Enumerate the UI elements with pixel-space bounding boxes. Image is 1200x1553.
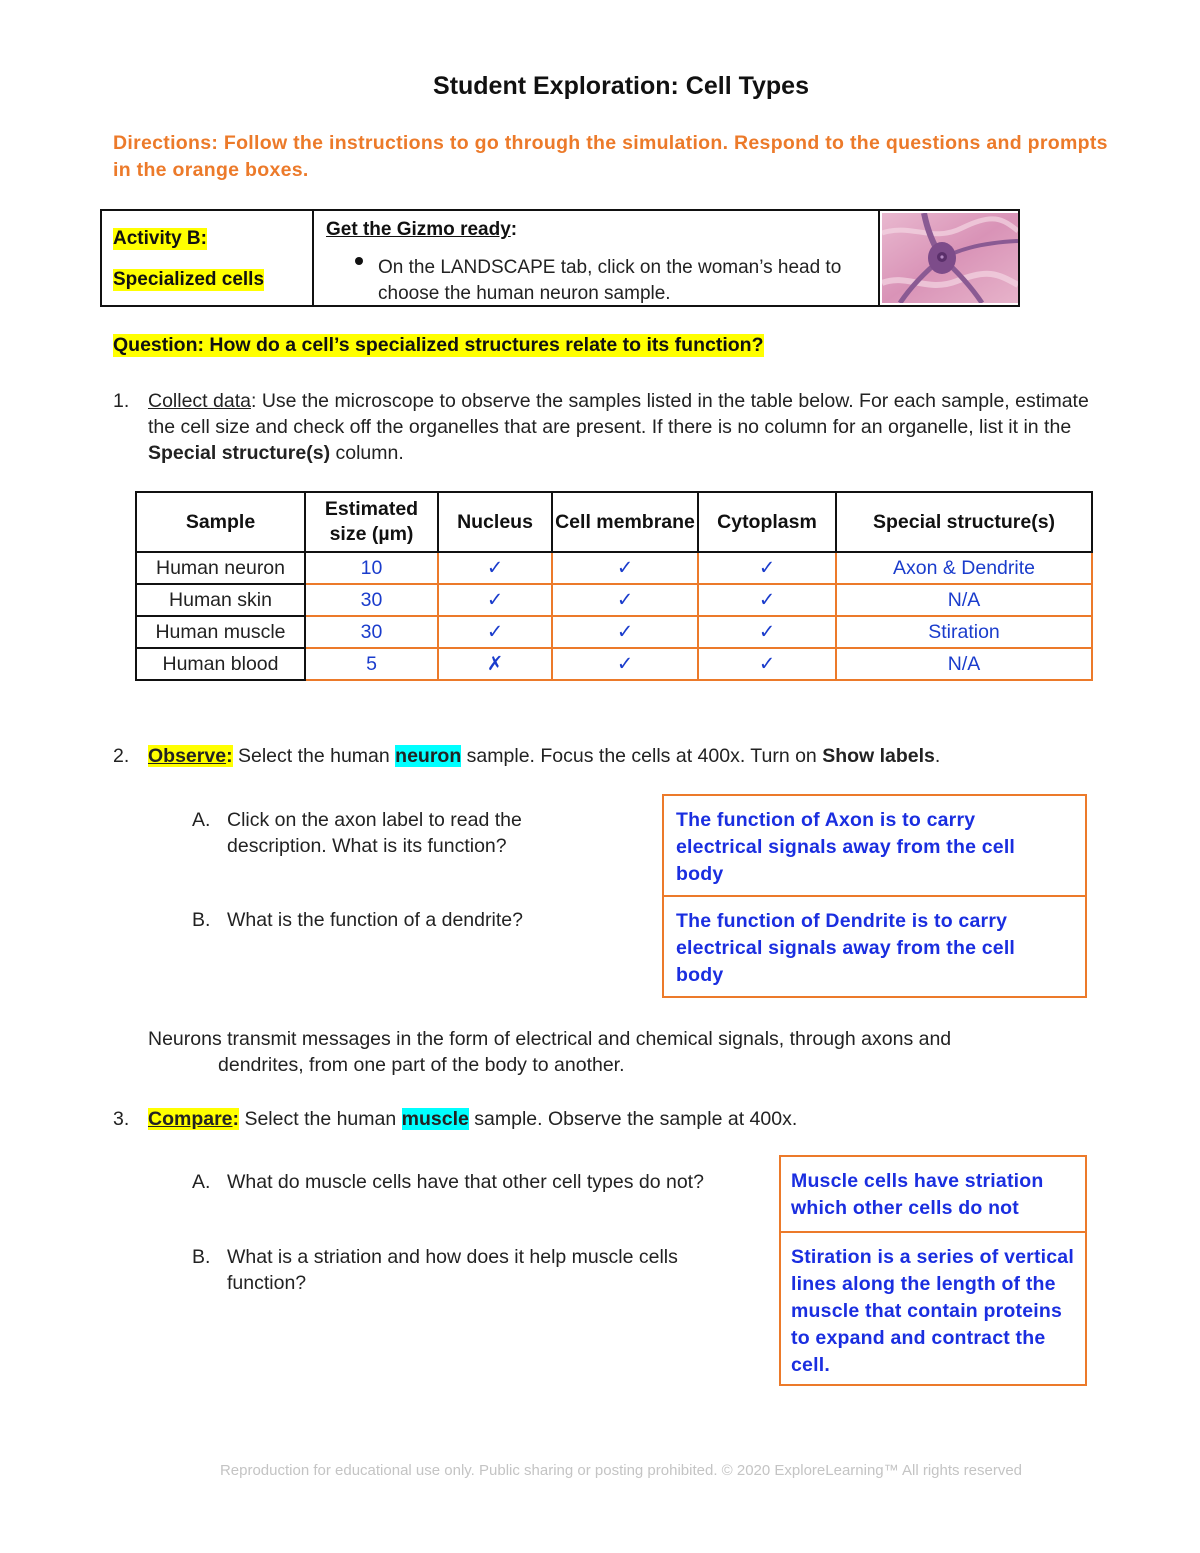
q3a-answer[interactable]: Muscle cells have striation which other cells do not [791, 1170, 1044, 1219]
gizmo-instruction: On the LANDSCAPE tab, click on the woman’s head to choose the human neuron sample. [378, 257, 842, 304]
check-cell: ✓ [438, 616, 552, 648]
q1-number: 1. [113, 390, 130, 412]
special-structure-cell: Axon & Dendrite [836, 552, 1092, 584]
copyright-footer: Reproduction for educational use only. Public sharing or posting prohibited. © 2020 ExploreLearning™ All rights reserved [219, 1462, 1023, 1479]
special-structure-cell: N/A [836, 648, 1092, 680]
q3-text: Compare: Select the human muscle sample. Observe the sample at 400x. [148, 1108, 798, 1130]
q2a-label: A. [192, 809, 211, 831]
check-cell: ✓ [698, 552, 836, 584]
size-cell: 5 [305, 648, 438, 680]
check-cell: ✓ [552, 648, 698, 680]
q2b-label: B. [192, 909, 211, 931]
q3b-answer[interactable]: Stiration is a series of vertical lines along the length of the muscle that contain proteins to expand and contract the cell. [791, 1246, 1074, 1376]
neuron-note-line-2: dendrites, from one part of the body to another. [218, 1054, 625, 1076]
cell-data-table [135, 491, 1093, 681]
sample-cell: Human neuron [136, 552, 305, 584]
q2b-text: What is the function of a dendrite? [227, 909, 523, 931]
neuron-image-cell [878, 211, 1018, 305]
check-cell: ✓ [438, 552, 552, 584]
table-row [136, 584, 1092, 616]
q2b-answer[interactable]: The function of Dendrite is to carry electrical signals away from the cell body [676, 910, 1016, 986]
header-special-structures: Special structure(s) [836, 492, 1092, 552]
q2a-text: Click on the axon label to read the description. What is its function? [227, 809, 522, 857]
q2-number: 2. [113, 745, 130, 767]
header-nucleus: Nucleus [438, 492, 552, 552]
q3b-text: What is a striation and how does it help muscle cells function? [227, 1246, 678, 1294]
q1-text: Collect data: Use the microscope to observe the samples listed in the table below. For each sample, estimate the cell size and check off the organelles that are present. If there is no column for an organelle, list it in the Special structure(s) column. [148, 390, 1089, 464]
neuron-note-line-1: Neurons transmit messages in the form of electrical and chemical signals, through axons and [148, 1028, 952, 1050]
q3a-text: What do muscle cells have that other cell types do not? [227, 1171, 704, 1193]
check-cell: ✓ [552, 552, 698, 584]
q3-answer-box[interactable] [779, 1155, 1087, 1386]
special-structure-cell: N/A [836, 584, 1092, 616]
answer-divider [781, 1231, 1085, 1233]
directions-text: Directions: Follow the instructions to go through the simulation. Respond to the questions and prompts in the orange boxes. [113, 132, 1108, 181]
check-cell: ✓ [698, 584, 836, 616]
q2-text: Observe: Select the human neuron sample. Focus the cells at 400x. Turn on Show labels. [148, 745, 941, 767]
bullet-icon [355, 257, 363, 265]
q2-answer-box[interactable] [662, 794, 1087, 998]
central-question: Question: How do a cell’s specialized structures relate to its function? [113, 334, 764, 356]
check-cell: ✓ [698, 616, 836, 648]
check-cell: ✓ [438, 584, 552, 616]
sample-cell: Human muscle [136, 616, 305, 648]
header-size: Estimated size (µm) [305, 492, 438, 552]
special-structure-cell: Stiration [836, 616, 1092, 648]
size-cell: 10 [305, 552, 438, 584]
header-cytoplasm: Cytoplasm [698, 492, 836, 552]
page-title: Student Exploration: Cell Types [433, 72, 809, 100]
table-row [136, 616, 1092, 648]
answer-divider [664, 895, 1085, 897]
check-cell: ✓ [552, 584, 698, 616]
q3-number: 3. [113, 1108, 130, 1130]
gizmo-ready-heading: Get the Gizmo ready: [326, 219, 518, 240]
cross-cell: ✗ [438, 648, 552, 680]
header-cell-membrane: Cell membrane [552, 492, 698, 552]
activity-label-cell [102, 211, 314, 305]
check-cell: ✓ [698, 648, 836, 680]
sample-cell: Human skin [136, 584, 305, 616]
activity-label: Activity B: [113, 228, 207, 249]
q3b-label: B. [192, 1246, 211, 1268]
check-cell: ✓ [552, 616, 698, 648]
size-cell: 30 [305, 616, 438, 648]
q2a-answer[interactable]: The function of Axon is to carry electrical signals away from the cell body [676, 809, 1016, 885]
table-row [136, 648, 1092, 680]
size-cell: 30 [305, 584, 438, 616]
table-row [136, 552, 1092, 584]
q3a-label: A. [192, 1171, 211, 1193]
neuron-sample-image [882, 213, 1018, 303]
table-header-row [136, 492, 1092, 552]
header-sample: Sample [136, 492, 305, 552]
activity-subtitle: Specialized cells [113, 269, 265, 290]
sample-cell: Human blood [136, 648, 305, 680]
activity-box [100, 209, 1020, 307]
